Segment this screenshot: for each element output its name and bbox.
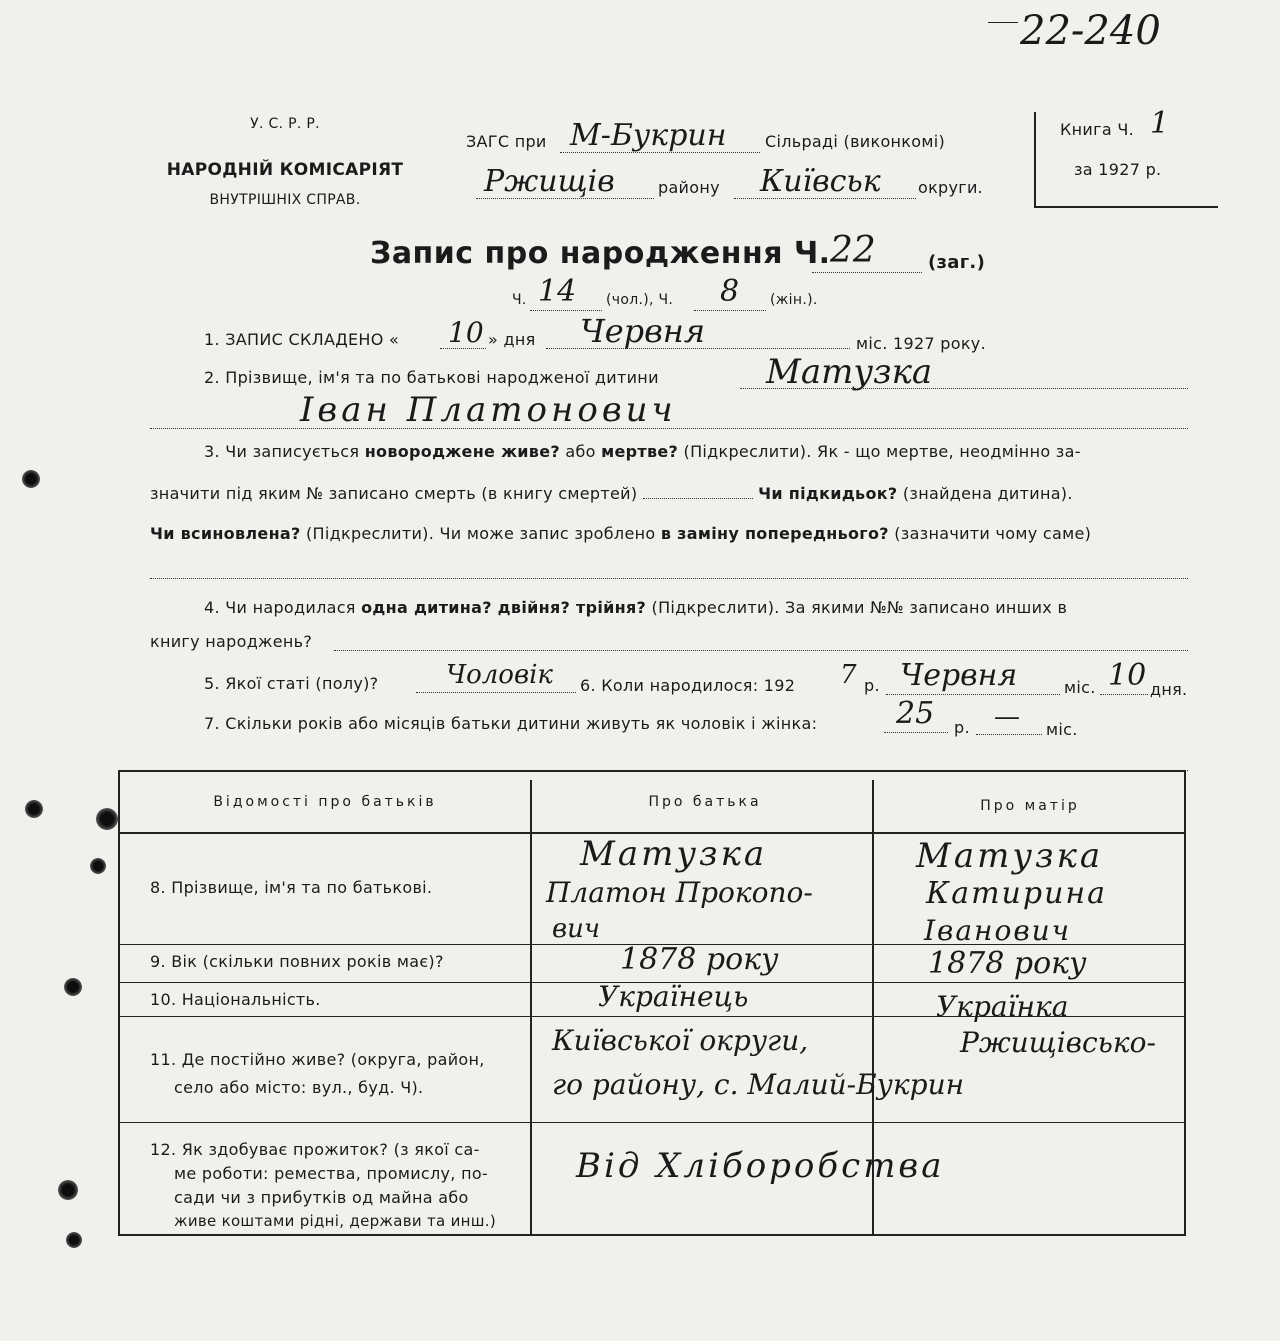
f4-l1-a: 4. Чи народилася — [204, 598, 356, 617]
row8-label: 8. Прізвище, ім'я та по батькові. — [150, 878, 433, 897]
f7-mis: міс. — [1046, 720, 1078, 739]
subtitle-male-label: (чол.), Ч. — [606, 292, 674, 308]
district-label: району — [658, 178, 720, 197]
f4-underline — [334, 650, 1188, 651]
f7-label: 7. Скільки років або місяців батьки дитини живуть як чоловік і жінка: — [204, 714, 818, 733]
header-internal-affairs: ВНУТРІШНІХ СПРАВ. — [209, 192, 361, 208]
f3-newborn-alive: новороджене живе? — [364, 442, 560, 461]
f3-l1-a: 3. Чи записується — [204, 442, 360, 461]
row10-father-nationality: Українець — [598, 980, 749, 1013]
f4-birth-count: одна дитина? двійня? трійня? — [361, 598, 647, 617]
table-header-info: Відомості про батьків — [213, 794, 437, 810]
f6-year-handwritten: 7 — [840, 660, 857, 690]
row8-father-name: Платон Прокопо- — [546, 876, 813, 909]
row8-father-patronymic: вич — [552, 914, 601, 944]
row12-label-line3: сади чи з прибутків од майна або — [174, 1188, 469, 1207]
village-name-handwritten: М-Букрин — [570, 118, 727, 153]
table-header-mother: Про матір — [980, 798, 1080, 814]
row9-label: 9. Вік (скільки повних років має)? — [150, 952, 444, 971]
book-number-handwritten: 1 — [1150, 106, 1170, 141]
zags-prefix: ЗАГС при — [466, 132, 547, 151]
f7-years-handwritten: 25 — [896, 696, 935, 731]
f6-month-underline — [886, 694, 1060, 695]
f7-months-handwritten: — — [994, 702, 1020, 732]
f3-foundling: Чи підкидьок? — [758, 484, 898, 503]
f3-blank-line — [150, 578, 1188, 579]
row10-mother-nationality: Українка — [936, 990, 1069, 1023]
row8-mother-surname: Матузка — [916, 836, 1104, 876]
f6-day-handwritten: 10 — [1108, 658, 1147, 693]
title-suffix: (заг.) — [928, 252, 986, 273]
f3-dead: мертве? — [601, 442, 679, 461]
f6-mis: міс. — [1064, 678, 1096, 697]
row10-label: 10. Національність. — [150, 990, 321, 1009]
f3-l1-e: (Підкреслити). Як - що мертве, неодмінно за- — [683, 442, 1081, 461]
row11-label-line1: 11. Де постійно живе? (округа, район, — [150, 1050, 485, 1069]
row12-label-line2: ме роботи: ремества, промислу, по- — [174, 1164, 488, 1183]
record-title: Запис про народження Ч. — [370, 236, 831, 271]
f3-l3-b: (Підкреслити). Чи може запис зроблено — [306, 524, 656, 543]
row8-father-surname: Матузка — [580, 834, 768, 874]
f5-sex-underline — [416, 692, 576, 693]
f3-l2-c: (знайдена дитина). — [902, 484, 1073, 503]
f7-months-underline — [976, 734, 1042, 735]
f6-day-underline — [1100, 694, 1148, 695]
f5-sex-handwritten: Чоловік — [446, 660, 553, 690]
title-number-underline — [812, 272, 922, 273]
okrug-label: округи. — [918, 178, 984, 197]
archive-number-mark: 22-240 — [1020, 8, 1161, 54]
table-header-father: Про батька — [648, 794, 762, 810]
f4-line2: книгу народжень? — [150, 632, 313, 651]
row11-address-cont: Ржищівсько- — [960, 1026, 1156, 1059]
punch-hole — [64, 978, 82, 996]
f1-dnya: » дня — [488, 330, 536, 349]
punch-hole — [96, 808, 118, 830]
okrug-name-handwritten: Київськ — [760, 164, 881, 199]
table-row-divider — [118, 1122, 1186, 1123]
header-ussr: У. С. Р. Р. — [250, 116, 320, 132]
f6-r: р. — [864, 676, 880, 695]
f3-line1 — [204, 442, 1081, 461]
f4-l1-c: (Підкреслити). За якими №№ записано инших в — [651, 598, 1068, 617]
f2-name-handwritten: Іван Платонович — [300, 390, 677, 430]
f1-label: 1. ЗАПИС СКЛАДЕНО « — [204, 330, 400, 349]
row12-label-line4: живе коштами рідні, держави та инш.) — [174, 1212, 496, 1230]
subtitle-prefix: Ч. — [512, 292, 527, 308]
punch-hole — [66, 1232, 82, 1248]
f3-l3-d: (зазначити чому саме) — [894, 524, 1092, 543]
f3-line2 — [150, 484, 1073, 503]
punch-hole — [90, 858, 106, 874]
table-col-divider — [530, 780, 532, 1236]
f3-line3 — [150, 524, 1091, 543]
row12-livelihood: Від Хліборобства — [576, 1146, 945, 1186]
f6-label: 6. Коли народилося: 192 — [580, 676, 796, 695]
f3-or: або — [565, 442, 596, 461]
punch-hole — [25, 800, 43, 818]
female-number-handwritten: 8 — [720, 274, 740, 309]
record-number-handwritten: 22 — [830, 230, 876, 271]
header-commissariat: НАРОДНІЙ КОМІСАРІЯТ — [166, 160, 404, 180]
f2-surname-handwritten: Матузка — [766, 352, 933, 392]
f1-year: міс. 1927 року. — [856, 334, 986, 353]
council-label: Сільраді (виконкомі) — [765, 132, 946, 151]
f1-day-handwritten: 10 — [448, 316, 484, 349]
f5-label: 5. Якої статі (полу)? — [204, 674, 379, 693]
f3-adopted: Чи всиновлена? — [150, 524, 301, 543]
row12-label-line1: 12. Як здобуває прожиток? (з якої са- — [150, 1140, 480, 1159]
f6-month-handwritten: Червня — [900, 658, 1018, 693]
district-name-handwritten: Ржищів — [484, 164, 615, 199]
f6-dnya: дня. — [1150, 680, 1188, 699]
male-number-underline — [530, 310, 602, 311]
row8-mother-patronymic: Іванович — [924, 914, 1072, 947]
book-label: Книга Ч. — [1060, 120, 1134, 139]
f2-label: 2. Прізвище, ім'я та по батькові народженої дитини — [204, 368, 659, 387]
f7-r: р. — [954, 718, 970, 737]
book-year: за 1927 р. — [1074, 160, 1162, 179]
f4-line1 — [204, 598, 1067, 617]
female-number-underline — [694, 310, 766, 311]
row11-address-line2: го району, с. Малий-Букрин — [552, 1068, 965, 1101]
f3-replacement: в заміну попереднього? — [660, 524, 889, 543]
subtitle-female-label: (жін.). — [770, 292, 818, 308]
f7-years-underline — [884, 732, 948, 733]
f1-month-handwritten: Червня — [580, 312, 706, 350]
male-number-handwritten: 14 — [538, 274, 577, 309]
punch-hole — [58, 1180, 78, 1200]
row8-mother-name: Катирина — [926, 876, 1108, 911]
row11-label-line2: село або місто: вул., буд. Ч). — [174, 1078, 424, 1097]
row11-address-line1: Київської округи, — [552, 1024, 809, 1057]
f3-l2-a: значити під яким № записано смерть (в книгу смертей) — [150, 484, 638, 503]
row9-father-age: 1878 року — [620, 942, 779, 977]
corner-dash — [988, 22, 1018, 23]
punch-hole — [22, 470, 40, 488]
row9-mother-age: 1878 року — [928, 946, 1087, 981]
